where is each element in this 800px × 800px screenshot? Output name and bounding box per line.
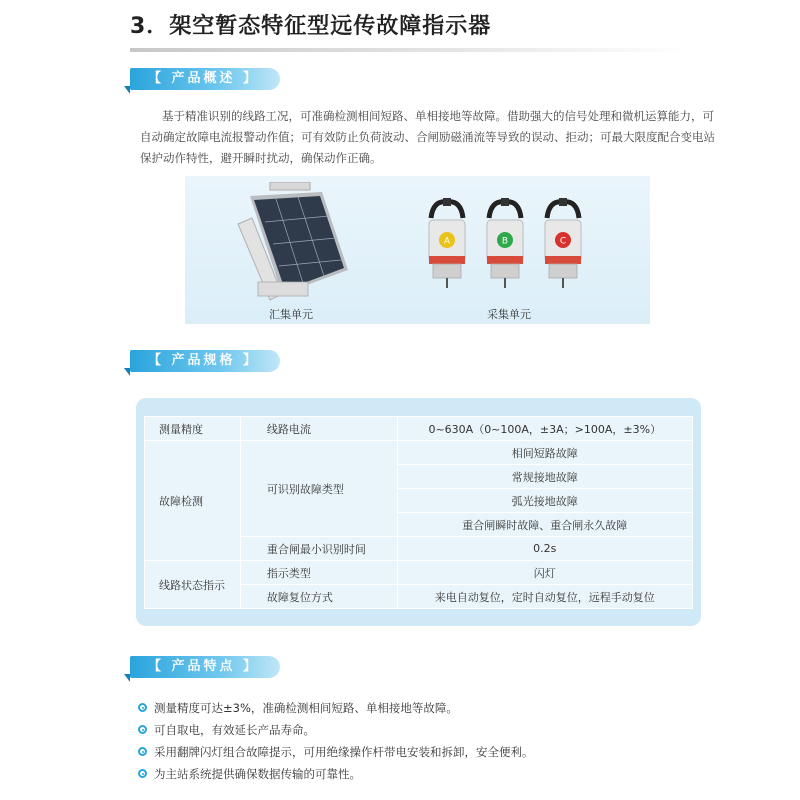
section-tab-overview [130,68,280,90]
page-title-block [130,12,690,48]
spec-panel [136,398,701,626]
feature-text: 测量精度可达±3%，准确检测相间短路、单相接地等故障。 [154,701,458,715]
list-item [138,766,718,788]
sampler-unit-b [483,198,527,288]
feature-text: 为主站系统提供确保数据传输的可靠性。 [154,767,361,781]
list-item [138,700,718,722]
tab-fold-decoration [124,674,130,682]
list-item [138,722,718,744]
bullet-icon [138,769,147,778]
spec-item: 故障复位方式 [240,585,397,609]
collector-caption: 汇集单元 [269,308,313,321]
tab-fold-decoration [124,368,130,376]
section-tab-specs [130,350,280,372]
product-image-panel [185,176,650,324]
spec-category: 测量精度 [145,417,241,441]
title-underline [130,48,690,52]
table-row [145,417,693,441]
phase-label: B [501,236,509,247]
feature-list [138,700,718,788]
section-label-specs: 【 产品规格 】 [148,353,260,368]
phase-label: A [443,236,451,247]
spec-item: 可识别故障类型 [240,441,397,537]
spec-category: 线路状态指示 [145,561,241,609]
feature-text: 可自取电，有效延长产品寿命。 [154,723,315,737]
tab-fold-decoration [124,86,130,94]
spec-item: 重合闸最小识别时间 [240,537,397,561]
feature-text: 采用翻牌闪灯组合故障提示，可用绝缘操作杆带电安装和拆卸，安全便利。 [154,745,534,759]
list-item [138,744,718,766]
spec-value: 常规接地故障 [397,465,692,489]
section-label-overview: 【 产品概述 】 [148,71,260,86]
section-tab-features [130,656,280,678]
spec-value: 重合闸瞬时故障、重合闸永久故障 [397,513,692,537]
solar-collector-image [230,182,360,302]
bullet-icon [138,703,147,712]
table-row [145,441,693,465]
sampler-caption: 采集单元 [487,308,531,321]
bullet-icon [138,747,147,756]
sampler-units [425,198,605,298]
overview-paragraph: 基于精准识别的线路工况，可准确检测相间短路、单相接地等故障。借助强大的信号处理和微机运算能力，可自动确定故障电流报警动作值；可有效防止负荷波动、合闸励磁涌流等导致的误动、拒动；可最大限度配合变电站保护动作特性，避开瞬时扰动，确保动作正确。 [140,109,715,165]
page-title: 3．架空暂态特征型远传故障指示器 [130,14,492,39]
spec-table [144,416,693,609]
spec-item: 线路电流 [240,417,397,441]
spec-value: 0~630A（0~100A，±3A；>100A，±3%） [397,417,692,441]
section-label-features: 【 产品特点 】 [148,659,260,674]
spec-value: 弧光接地故障 [397,489,692,513]
spec-value: 来电自动复位，定时自动复位，远程手动复位 [397,585,692,609]
spec-value: 闪灯 [397,561,692,585]
phase-label: C [559,236,567,247]
spec-item: 指示类型 [240,561,397,585]
bullet-icon [138,725,147,734]
spec-value: 相间短路故障 [397,441,692,465]
table-row [145,561,693,585]
sampler-unit-a [425,198,469,288]
spec-category: 故障检测 [145,441,241,561]
spec-value: 0.2s [397,537,692,561]
sampler-unit-c [541,198,585,288]
